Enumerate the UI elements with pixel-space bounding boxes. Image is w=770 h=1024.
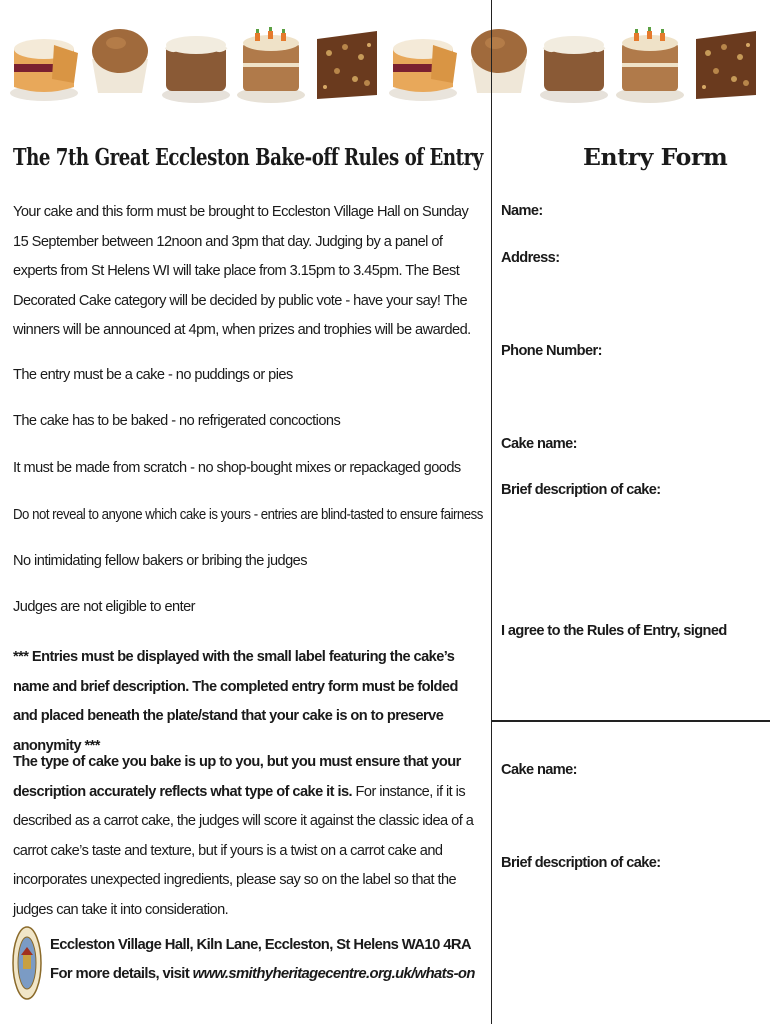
rule-item: The cake has to be baked - no refrigerated concoctions xyxy=(13,413,341,429)
cake-type-paragraph xyxy=(13,748,483,925)
label-cut-line xyxy=(492,720,770,722)
description-field-label: Brief description of cake: xyxy=(501,482,661,498)
carrot-cake-image xyxy=(614,9,686,113)
agreement-signature-label: I agree to the Rules of Entry, signed xyxy=(501,623,727,639)
address-field-label: Address: xyxy=(501,250,560,266)
cake-type-emphasis: The type of cake you bake is up to you, but you must ensure that your description accurately reflects what type of cake it is. xyxy=(13,754,461,800)
rule-item: It must be made from scratch - no shop-bought mixes or repackaged goods xyxy=(13,460,461,476)
entry-form-title: Entry Form xyxy=(583,143,728,171)
rule-item: Do not reveal to anyone which cake is yours - entries are blind-tasted to ensure fairness xyxy=(13,507,483,523)
footer-website-link[interactable]: www.smithyheritagecentre.org.uk/whats-on xyxy=(192,966,475,982)
coffee-cake-image xyxy=(463,9,535,113)
fruit-cake-image xyxy=(311,9,383,113)
phone-field-label: Phone Number: xyxy=(501,343,602,359)
display-notice: *** Entries must be displayed with the small label featuring the cake’s name and brief description. The completed entry form must be folded and placed beneath the plate/stand that your cake is on to preserve anonymity *** xyxy=(13,649,458,754)
village-hall-crest-logo xyxy=(12,925,42,1001)
rule-item: No intimidating fellow bakers or bribing the judges xyxy=(13,553,307,569)
cake-name-field-label: Cake name: xyxy=(501,436,577,452)
intro-paragraph: Your cake and this form must be brought to Eccleston Village Hall on Sunday 15 September between 12noon and 3pm that day. Judging by a panel of experts from St Helens WI will take place from 3.15pm to 3.45pm. The Best Decorated Cake category will be decided by public vote - have your say! The winners will be announced at 4pm, when prizes and trophies will be awarded. xyxy=(13,204,471,338)
chocolate-layer-cake-image xyxy=(160,9,232,113)
name-field-label: Name: xyxy=(501,203,543,219)
victoria-sponge-cake-image xyxy=(8,9,80,113)
footer-details xyxy=(50,966,475,982)
label-cake-name-field: Cake name: xyxy=(501,762,577,778)
footer-details-prefix: For more details, visit xyxy=(50,966,193,982)
victoria-sponge-cake-image xyxy=(387,9,459,113)
rule-item: The entry must be a cake - no puddings or pies xyxy=(13,367,293,383)
chocolate-layer-cake-image xyxy=(538,9,610,113)
label-description-field: Brief description of cake: xyxy=(501,855,661,871)
cake-banner xyxy=(0,0,770,122)
column-divider xyxy=(491,0,492,1024)
fruit-cake-image xyxy=(690,9,762,113)
cake-type-detail: For instance, if it is described as a carrot cake, the judges will score it against the classic idea of a carrot cake’s taste and texture, but if yours is a twist on a carrot cake and incorporates unexpected ingredients, please say so on the label so that the judges can take it into consideration. xyxy=(13,783,474,918)
carrot-cake-image xyxy=(235,9,307,113)
page-title: The 7th Great Eccleston Bake-off Rules of Entry xyxy=(13,143,483,171)
rule-item: Judges are not eligible to enter xyxy=(13,599,195,615)
coffee-cake-image xyxy=(84,9,156,113)
footer-address: Eccleston Village Hall, Kiln Lane, Eccleston, St Helens WA10 4RA xyxy=(50,937,472,953)
